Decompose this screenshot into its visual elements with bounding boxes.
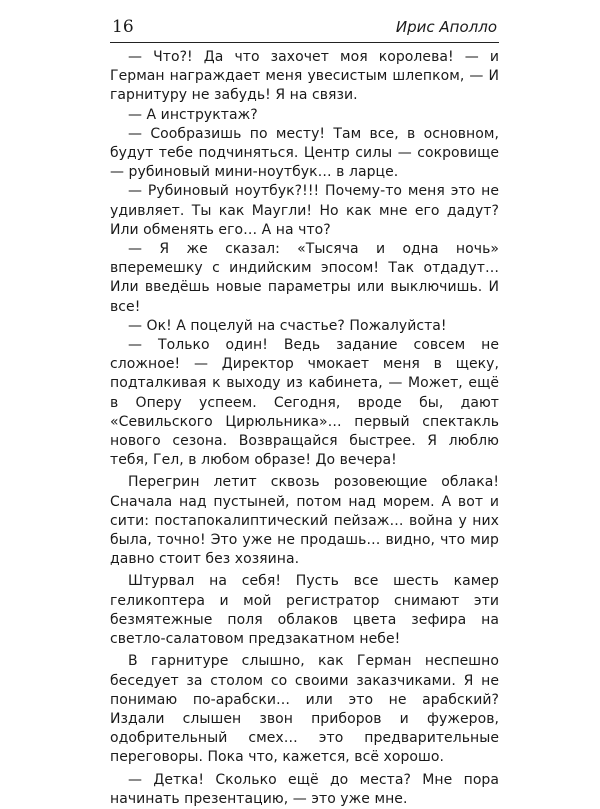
paragraph: В гарнитуре слышно, как Герман неспешно беседует за столом со своими заказчиками. Я не понимаю по-арабски… или это не арабский? Издали слышен звон приборов и фужеров, одобрительный смех… это предварительные переговоры. Пока что, кажется, всё хорошо. (110, 653, 499, 766)
paragraph: — Сообразишь по месту! Там все, в основном, будут тебе подчиняться. Центр силы — сокровище — рубиновый мини-ноутбук… в ларце. (110, 125, 499, 181)
paragraph: — Я же сказал: «Тысяча и одна ночь» вперемешку с индийским эпосом! Так отдадут… Или введёшь новые параметры или выключишь. И все! (110, 241, 499, 315)
paragraph: — Детка! Сколько ещё до места? Мне пора начинать презентацию, — это уже мне. (110, 771, 499, 807)
body-text (110, 48, 499, 809)
paragraph: — Что?! Да что захочет моя королева! — и Герман награждает меня увесистым шлепком, — И гарнитуру не забудь! Я на связи. (110, 49, 499, 104)
paragraph: Штурвал на себя! Пусть все шесть камер геликоптера и мой регистратор снимают эти безмятежные поля облаков цвета зефира на светло-салатовом предзакатном небе! (110, 573, 499, 648)
paragraph: — Рубиновый ноутбук?!!! Почему-то меня это не удивляет. Ты как Маугли! Но как мне его дадут? Или обменять его… А на что? (110, 183, 499, 238)
paragraph: — Ок! А поцелуй на счастье? Пожалуйста! (128, 317, 447, 334)
running-head-author: Ирис Аполло (395, 18, 497, 36)
paragraph: — Только один! Ведь задание совсем не сложное! — Директор чмокает меня в щеку, подталкивая к выходу из кабинета, — Может, ещё в Оперу успеем. Сегодня, вроде бы, дают «Севильского Цирюльника»… первый спектакль нового сезона. Возвращайся быстрее. Я люблю тебя, Гел, в любом образе! До вечера! (110, 337, 499, 469)
page-header (110, 14, 499, 43)
paragraph: Перегрин летит сквозь розовеющие облака! Сначала над пустыней, потом над морем. А вот и сити: постапокалиптический пейзаж… война у них была, точно! Это уже не продашь… видно, что мир давно стоит без хозяина. (110, 474, 499, 568)
page-number: 16 (112, 17, 134, 37)
paragraph: — А инструктаж? (128, 106, 258, 123)
